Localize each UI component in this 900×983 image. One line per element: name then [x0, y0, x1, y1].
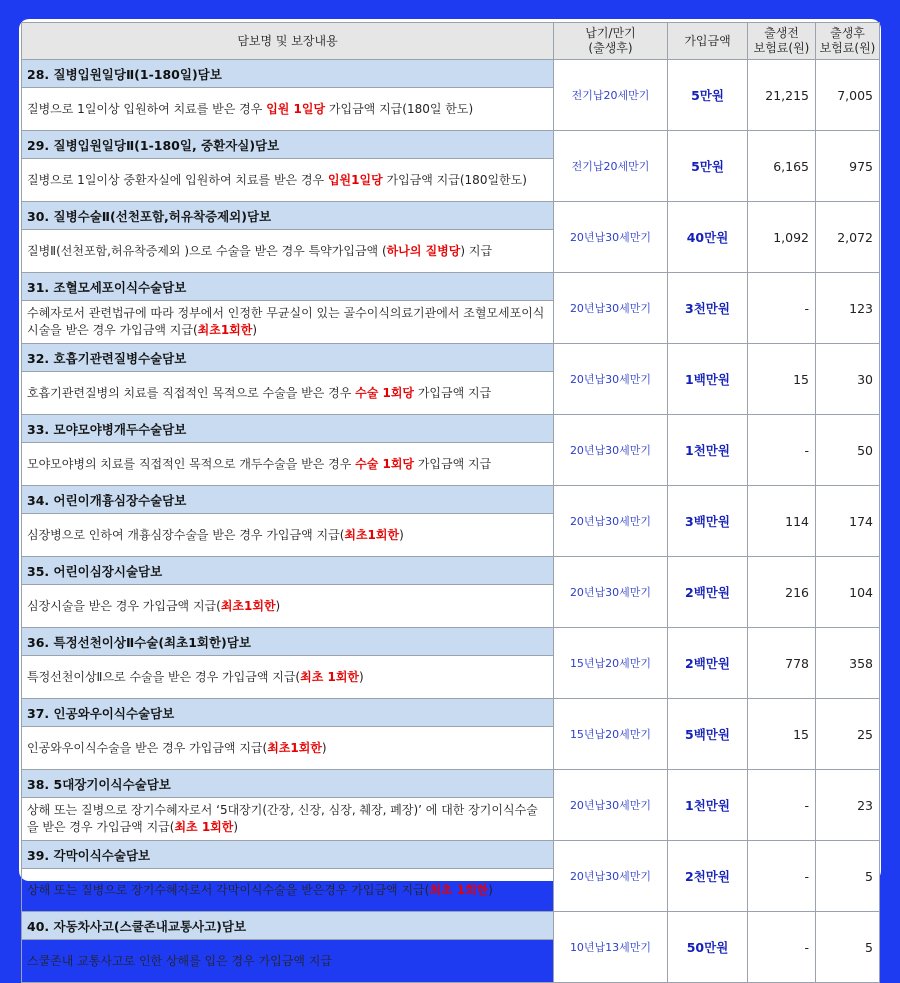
payment-period: 20년납30세만기 [554, 202, 668, 273]
payment-period: 10년납13세만기 [554, 912, 668, 983]
premium-before-birth: 114 [748, 486, 816, 557]
desc-text-end: ) [233, 820, 239, 834]
payment-period: 20년납30세만기 [554, 486, 668, 557]
coverage-amount: 40만원 [668, 202, 748, 273]
payment-period: 20년납30세만기 [554, 557, 668, 628]
coverage-table [21, 22, 880, 983]
desc-highlight: 최초1회한 [197, 323, 253, 337]
header-premium-after: 출생후 보험료(원) [816, 23, 880, 60]
coverage-title-row [22, 415, 880, 443]
desc-text: 인공와우이식수술을 받은 경우 가입금액 지급( [27, 740, 268, 755]
desc-text-end: ) [399, 527, 404, 542]
coverage-title: 35. 어린이심장시술담보 [22, 557, 554, 585]
desc-text: 상해 또는 질병으로 장기수혜자로서 각막이식수술을 받은경우 가입금액 지급( [27, 882, 430, 897]
coverage-title: 32. 호흡기관련질병수술담보 [22, 344, 554, 372]
desc-text-end: 가입금액 지급 [414, 456, 492, 471]
desc-highlight: 입원1일당 [327, 172, 383, 187]
premium-before-birth: - [748, 841, 816, 912]
desc-text-end: 가입금액 지급 [414, 385, 492, 400]
premium-before-birth: 21,215 [748, 60, 816, 131]
premium-before-birth: 15 [748, 344, 816, 415]
desc-text-end: ) [275, 598, 281, 613]
coverage-description [22, 869, 554, 912]
coverage-amount: 2백만원 [668, 557, 748, 628]
coverage-title-row [22, 273, 880, 301]
coverage-description [22, 372, 554, 415]
desc-text-end: ) [359, 669, 364, 684]
premium-after-birth: 50 [816, 415, 880, 486]
coverage-description [22, 656, 554, 699]
coverage-title-row [22, 202, 880, 230]
desc-text-end: ) [321, 740, 327, 755]
coverage-description [22, 443, 554, 486]
coverage-title-row [22, 699, 880, 727]
coverage-title-row [22, 486, 880, 514]
coverage-description [22, 159, 554, 202]
premium-before-birth: - [748, 770, 816, 841]
coverage-description [22, 727, 554, 770]
coverage-description [22, 798, 554, 841]
desc-text: 상해 또는 질병으로 장기수혜자로서 ‘5대장기(간장, 신장, 심장, 췌장, 폐장)’ 에 대한 장기이식수술을 받은 경우 가입금액 지급( [27, 803, 538, 834]
coverage-amount: 2천만원 [668, 841, 748, 912]
desc-text: 질병으로 1일이상 중환자실에 입원하여 치료를 받은 경우 [27, 172, 328, 187]
desc-text-end: ) 지급 [460, 243, 493, 258]
coverage-title-row [22, 841, 880, 869]
payment-period: 전기납20세만기 [554, 60, 668, 131]
coverage-description [22, 940, 554, 983]
coverage-title: 30. 질병수술Ⅱ(선천포함,허유착증제외)담보 [22, 202, 554, 230]
coverage-description [22, 88, 554, 131]
coverage-amount: 3천만원 [668, 273, 748, 344]
premium-before-birth: 6,165 [748, 131, 816, 202]
table-header-row [22, 23, 880, 60]
coverage-title: 34. 어린이개흉심장수술담보 [22, 486, 554, 514]
payment-period: 20년납30세만기 [554, 841, 668, 912]
header-period: 납기/만기 (출생후) [554, 23, 668, 60]
desc-text: 수혜자로서 관련법규에 따라 정부에서 인정한 무균실이 있는 골수이식의료기관에서 조혈모세포이식 시술을 받은 경우 가입금액 지급( [27, 306, 545, 337]
premium-after-birth: 358 [816, 628, 880, 699]
desc-highlight: 최초 1회한 [429, 882, 489, 897]
coverage-title: 29. 질병입원일당Ⅱ(1-180일, 중환자실)담보 [22, 131, 554, 159]
premium-after-birth: 104 [816, 557, 880, 628]
desc-highlight: 수술 1회당 [355, 385, 415, 400]
coverage-amount: 50만원 [668, 912, 748, 983]
desc-text-end: 가입금액 지급(180일 한도) [325, 101, 474, 116]
desc-text: 특정선천이상Ⅱ으로 수술을 받은 경우 가입금액 지급( [27, 669, 301, 684]
payment-period: 20년납30세만기 [554, 415, 668, 486]
coverage-amount: 1천만원 [668, 770, 748, 841]
document-frame [19, 19, 881, 968]
premium-before-birth: - [748, 415, 816, 486]
premium-before-birth: - [748, 273, 816, 344]
coverage-amount: 1천만원 [668, 415, 748, 486]
coverage-title-row [22, 131, 880, 159]
payment-period: 20년납30세만기 [554, 770, 668, 841]
header-amount: 가입금액 [668, 23, 748, 60]
header-premium-before: 출생전 보험료(원) [748, 23, 816, 60]
coverage-description [22, 514, 554, 557]
premium-before-birth: 216 [748, 557, 816, 628]
desc-text: 질병으로 1일이상 입원하여 치료를 받은 경우 [27, 101, 267, 116]
coverage-title: 38. 5대장기이식수술담보 [22, 770, 554, 798]
coverage-title: 36. 특정선천이상Ⅱ수술(최초1회한)담보 [22, 628, 554, 656]
header-coverage: 담보명 및 보장내용 [22, 23, 554, 60]
desc-text: 심장시술을 받은 경우 가입금액 지급( [27, 598, 221, 613]
coverage-title: 39. 각막이식수술담보 [22, 841, 554, 869]
desc-highlight: 입원 1일당 [266, 101, 326, 116]
coverage-amount: 5만원 [668, 131, 748, 202]
desc-text-end: 가입금액 지급(180일한도) [382, 172, 527, 187]
premium-after-birth: 123 [816, 273, 880, 344]
coverage-description [22, 585, 554, 628]
coverage-title: 31. 조혈모세포이식수술담보 [22, 273, 554, 301]
payment-period: 전기납20세만기 [554, 131, 668, 202]
premium-after-birth: 975 [816, 131, 880, 202]
coverage-amount: 3백만원 [668, 486, 748, 557]
coverage-title-row [22, 344, 880, 372]
coverage-amount: 1백만원 [668, 344, 748, 415]
desc-text-end: ) [252, 323, 258, 337]
premium-after-birth: 7,005 [816, 60, 880, 131]
premium-before-birth: 778 [748, 628, 816, 699]
desc-text: 심장병으로 인하여 개흉심장수술을 받은 경우 가입금액 지급( [27, 527, 345, 542]
coverage-amount: 5백만원 [668, 699, 748, 770]
premium-after-birth: 2,072 [816, 202, 880, 273]
premium-after-birth: 25 [816, 699, 880, 770]
coverage-title-row [22, 628, 880, 656]
desc-text: 스쿨존내 교통사고로 인한 상해를 입은 경우 가입금액 지급 [27, 953, 332, 968]
coverage-title-row [22, 557, 880, 585]
desc-highlight: 최초1회한 [344, 527, 400, 542]
premium-after-birth: 5 [816, 841, 880, 912]
desc-highlight: 최초 1회한 [174, 820, 234, 834]
premium-before-birth: - [748, 912, 816, 983]
premium-before-birth: 15 [748, 699, 816, 770]
premium-after-birth: 23 [816, 770, 880, 841]
desc-highlight: 수술 1회당 [355, 456, 415, 471]
coverage-title: 28. 질병입원일당Ⅱ(1-180일)담보 [22, 60, 554, 88]
coverage-title: 40. 자동차사고(스쿨존내교통사고)담보 [22, 912, 554, 940]
coverage-title: 33. 모야모야병개두수술담보 [22, 415, 554, 443]
desc-highlight: 하나의 질병당 [386, 243, 461, 258]
premium-after-birth: 174 [816, 486, 880, 557]
coverage-amount: 5만원 [668, 60, 748, 131]
coverage-title-row [22, 912, 880, 940]
premium-before-birth: 1,092 [748, 202, 816, 273]
coverage-description [22, 301, 554, 344]
coverage-amount: 2백만원 [668, 628, 748, 699]
coverage-title-row [22, 770, 880, 798]
premium-after-birth: 30 [816, 344, 880, 415]
desc-highlight: 최초1회한 [267, 740, 322, 755]
payment-period: 20년납30세만기 [554, 273, 668, 344]
payment-period: 15년납20세만기 [554, 628, 668, 699]
desc-highlight: 최초1회한 [220, 598, 276, 613]
desc-text: 질병Ⅱ(선천포함,허유착증제외 )으로 수술을 받은 경우 특약가입금액 ( [27, 243, 387, 258]
desc-text: 모야모야병의 치료를 직접적인 목적으로 개두수술을 받은 경우 [27, 456, 356, 471]
desc-text-end: ) [488, 882, 493, 897]
desc-highlight: 최초 1회한 [300, 669, 360, 684]
coverage-title: 37. 인공와우이식수술담보 [22, 699, 554, 727]
coverage-description [22, 230, 554, 273]
premium-after-birth: 5 [816, 912, 880, 983]
payment-period: 20년납30세만기 [554, 344, 668, 415]
coverage-title-row [22, 60, 880, 88]
desc-text: 호흡기관련질병의 치료를 직접적인 목적으로 수술을 받은 경우 [27, 385, 356, 400]
payment-period: 15년납20세만기 [554, 699, 668, 770]
